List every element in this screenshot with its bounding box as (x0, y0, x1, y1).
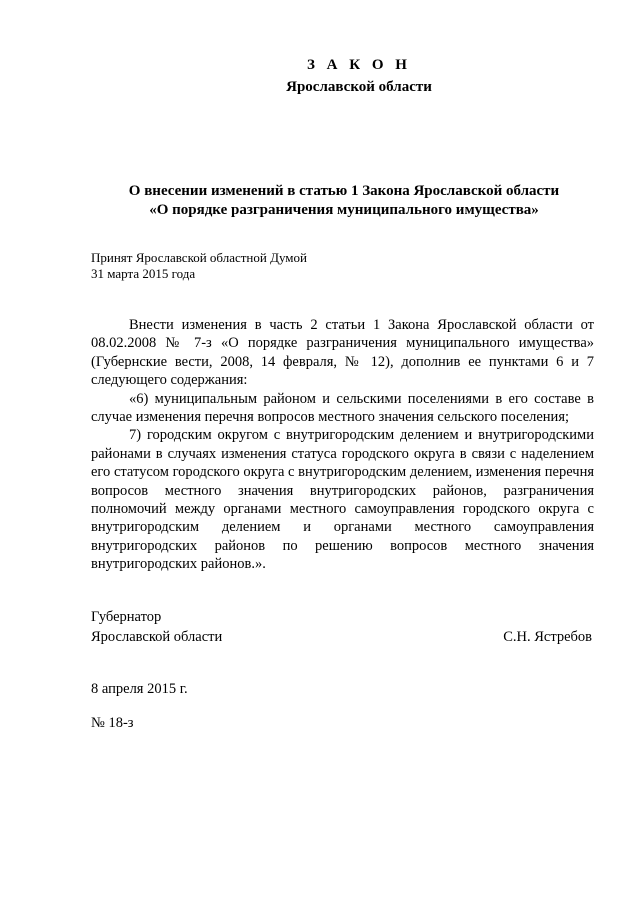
adoption-date: 31 марта 2015 года (91, 266, 196, 281)
law-body (91, 316, 594, 574)
body-paragraph-2: «6) муниципальным районом и сельскими поселениями в его составе в случае изменения перечня вопросов местного значения сельского поселения; (91, 390, 594, 426)
signatory-title (91, 607, 222, 647)
signatory-title-line-2: Ярославской области (91, 629, 223, 645)
law-subject-line-2: «О порядке разграничения муниципального имущества» (149, 202, 539, 218)
adoption-note (91, 250, 307, 282)
law-number: № 18-з (91, 715, 134, 731)
law-subject-line-1: О внесении изменений в статью 1 Закона Ярославской области (128, 183, 560, 199)
signatory-title-line-1: Губернатор (91, 609, 162, 625)
signing-date: 8 апреля 2015 г. (91, 681, 188, 697)
document-region: Ярославской области (286, 79, 432, 95)
body-paragraph-1: Внести изменения в часть 2 статьи 1 Закона Ярославской области от 08.02.2008 № 7-з «О порядке разграничения муниципального имущества» (Губернские вести, 2008, 14 февраля, № 12), дополнив ее пунктами 6 и 7 следующего содержания: (91, 317, 594, 389)
signatory-name: С.Н. Ястребов (503, 629, 592, 645)
body-paragraph-3: 7) городским округом с внутригородским делением и внутригородскими районами в случаях изменения статуса городского округа в связи с наделением его статусом городского округа с внутригородским делением, изменения перечня вопросов местного значения внутригородских районов, разграничения полномочий между органами местного самоуправления городского округа с внутригородским делением и органами местного самоуправления внутригородских районов по решению вопросов местного значения внутригородских районов.». (91, 427, 594, 573)
law-subject (0, 182, 640, 220)
adoption-body: Принят Ярославской областной Думой (91, 250, 307, 265)
document-type-title: З А К О Н (307, 57, 411, 73)
